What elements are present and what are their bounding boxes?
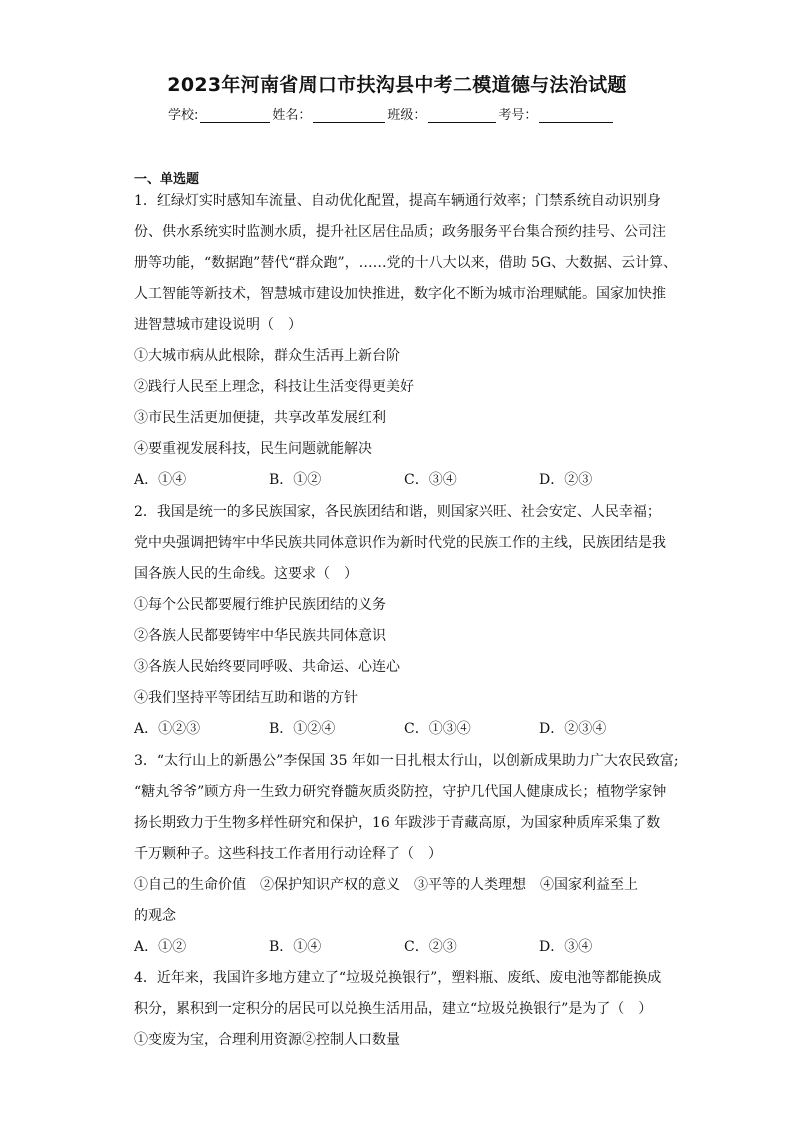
class-blank [428,108,496,123]
question-1-stem-line: 1．红绿灯实时感知车流量、自动优化配置，提高车辆通行效率；门禁系统自动识别身 [134,193,661,209]
question-2-statement: ③各族人民始终要同呼吸、共命运、心连心 [134,659,400,675]
section-heading: 一、单选题 [134,172,200,187]
question-3-stem-line: “糖丸爷爷”顾方舟一生致力研究脊髓灰质炎防控，守护几代国人健康成长；植物学家钟 [134,784,667,800]
question-3-stem-line: 扬长期致力于生物多样性研究和保护，16 年跋涉于青藏高原，为国家种质库采集了数 [134,815,661,831]
option-b: B．①②④ [269,721,336,737]
option-c: C．③④ [404,472,457,488]
name-blank [313,108,385,123]
question-2-statement: ④我们坚持平等团结互助和谐的方针 [134,690,358,706]
question-3-stem-line: 千万颗种子。这些科技工作者用行动诠释了（ ） [134,846,442,862]
question-1-statement: ③市民生活更加便捷，共享改革发展红利 [134,410,386,426]
question-3-statements-line: ①自己的生命价值 ②保护知识产权的意义 ③平等的人类理想 ④国家利益至上 [134,877,638,893]
option-c: C．②③ [404,939,457,955]
question-4-stem-line: 积分，累积到一定积分的居民可以兑换生活用品，建立“垃圾兑换银行”是为了（ ） [134,1001,653,1017]
name-label: 姓名： [272,108,312,123]
school-label: 学校: [168,108,199,123]
question-2-statement: ②各族人民都要铸牢中华民族共同体意识 [134,628,386,644]
question-1-options [134,465,674,496]
page-title: 2023年河南省周口市扶沟县中考二模道德与法治试题 [167,74,627,96]
question-1-statement: ②践行人民至上理念，科技让生活变得更美好 [134,379,414,395]
option-a: A．①② [134,939,187,955]
question-1-stem-line: 份、供水系统实时监测水质，提升社区居住品质；政务服务平台集合预约挂号、公司注 [134,224,666,240]
option-d: D．②③ [539,472,593,488]
question-3-stem-line: 3．“太行山上的新愚公”李保国 35 年如一日扎根太行山，以创新成果助力广大农民致富; [134,753,679,769]
question-3-statements-line: 的观念 [134,908,176,924]
question-3 [134,746,679,963]
question-1 [134,186,678,496]
school-blank [200,108,270,123]
option-b: B．①② [269,472,322,488]
question-2-options [134,714,674,745]
question-4-stem-line: 4．近年来，我国许多地方建立了“垃圾兑换银行”，塑料瓶、废纸、废电池等都能换成 [134,970,662,986]
question-2-stem-line: 党中央强调把铸牢中华民族共同体意识作为新时代党的民族工作的主线，民族团结是我 [134,535,666,551]
question-1-stem-line: 人工智能等新技术，智慧城市建设加快推进，数字化不断为城市治理赋能。国家加快推 [134,286,666,302]
question-3-options [134,932,674,963]
class-label: 班级： [387,108,427,123]
option-a: A．①④ [134,472,187,488]
question-4-statements-line: ①变废为宝，合理利用资源②控制人口数量 [134,1032,400,1048]
question-2-stem-line: 国各族人民的生命线。这要求（ ） [134,566,358,582]
student-info-row [168,104,615,123]
question-2 [134,497,674,745]
option-d: D．②③④ [539,721,607,737]
question-1-statement: ④要重视发展科技，民生问题就能解决 [134,441,372,457]
question-2-statement: ①每个公民都要履行维护民族团结的义务 [134,597,386,613]
option-b: B．①④ [269,939,322,955]
option-c: C．①③④ [404,721,471,737]
question-1-stem-line: 册等功能，“数据跑”替代“群众跑”，……党的十八大以来，借助 5G、大数据、云计算、 [134,255,678,271]
question-1-stem-line: 进智慧城市建设说明（ ） [134,317,302,333]
question-2-stem-line: 2．我国是统一的多民族国家，各民族团结和谐，则国家兴旺、社会安定、人民幸福； [134,504,661,520]
option-a: A．①②③ [134,721,201,737]
option-d: D．③④ [539,939,593,955]
exam-number-label: 考号： [498,108,538,123]
exam-number-blank [539,108,613,123]
question-4 [134,963,674,1056]
question-1-statement: ①大城市病从此根除，群众生活再上新台阶 [134,348,400,364]
